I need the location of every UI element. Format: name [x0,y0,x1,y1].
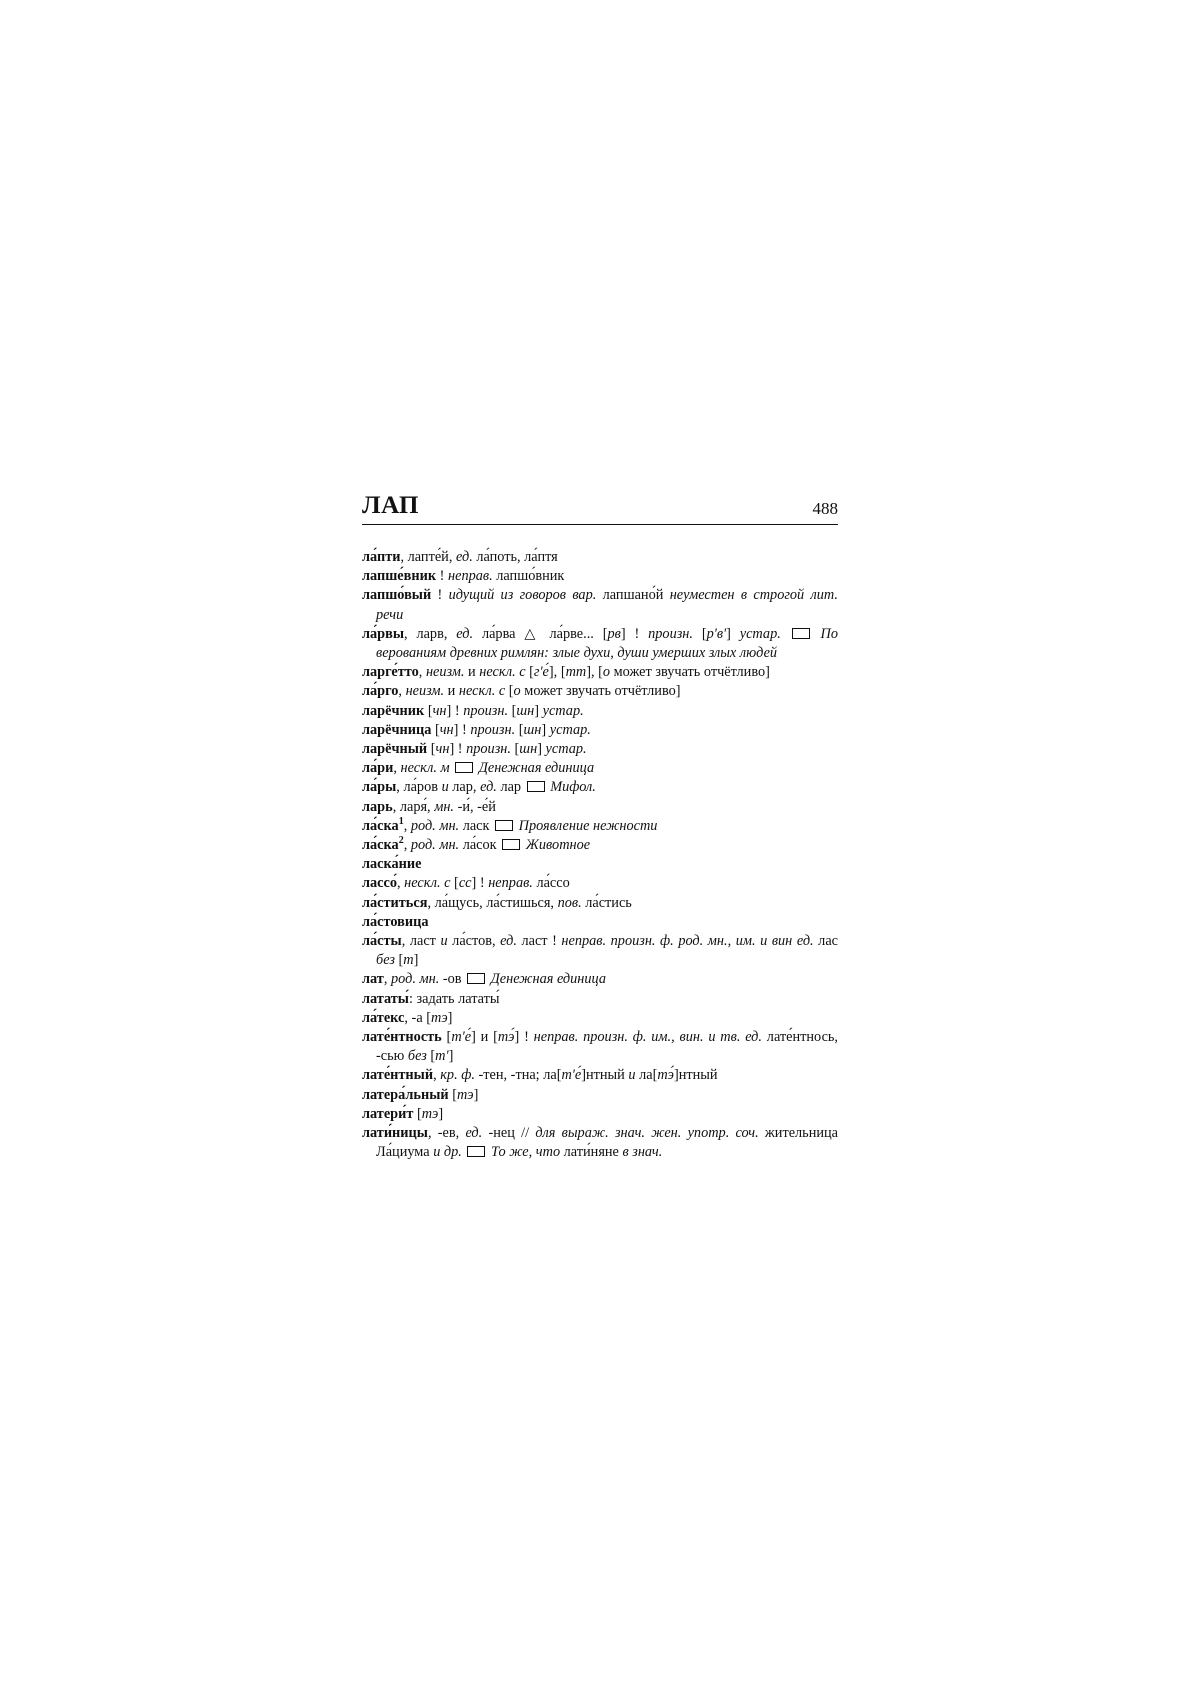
entry-text: , [403,817,411,834]
headword: лате́нтный [362,1067,434,1084]
pronunciation: т [403,952,414,969]
definition: То же, что [491,1144,561,1161]
usage-note: неправ. произн. ф. им., вин. и тв. ед. [533,1029,762,1046]
entry-text: ]нтный [581,1067,629,1084]
usage-note: произн. [648,625,693,642]
entry-text: [ [394,952,404,969]
pronunciation: т'е́ [561,1067,582,1084]
entry-text: ] [534,702,543,719]
grammar-mark: неизм. [405,683,445,700]
headword [362,818,404,834]
headword: ла́ститься [362,894,428,911]
dictionary-entry [362,759,838,778]
headword: лапше́вник [362,568,437,585]
grammar-mark: ед. [456,625,474,642]
entry-text: может звучать отчётливо] [610,664,770,681]
grammar-mark: род. мн. [410,837,460,854]
headword: лататы́ [362,990,409,1007]
headword: лат [362,971,384,988]
dictionary-entry [362,874,838,893]
entry-text: ла́стов, [447,933,501,950]
dictionary-entry [362,1105,838,1124]
definition: Животное [525,837,591,854]
entry-text: , [433,1067,441,1084]
grammar-mark: нескл. с [458,683,506,700]
entry-text: ] ! [471,875,489,892]
homonym-number: 1 [398,816,404,828]
headword: ларёчник [362,702,425,719]
grammar-mark: и [628,1067,636,1084]
dictionary-entry [362,1028,838,1066]
dictionary-entry [362,932,838,970]
headword: латера́льный [362,1086,449,1103]
dictionary-entry [362,817,838,836]
headword: ларге́тто [362,664,419,681]
pronunciation: чн [439,721,454,738]
grammar-mark: ед. [500,933,517,950]
dictionary-entry [362,1124,838,1162]
entry-text: [ [441,1029,452,1046]
dictionary-entries [362,548,838,1163]
entry-text: ] [541,721,550,738]
dictionary-entry [362,567,838,586]
definition-box-icon [467,973,485,984]
usage-note: произн. [463,702,509,719]
pronunciation: т'е́ [451,1029,472,1046]
entry-text: ла[ [635,1067,658,1084]
pronunciation: рв [607,625,621,642]
entry-text: ] [537,741,546,758]
grammar-mark: пов. [557,894,582,911]
dictionary-entry [362,740,838,759]
entry-text: и [444,683,459,700]
usage-note: произн. [466,741,511,758]
entry-text: ! [436,568,448,585]
entry-text: , ларя́, [392,798,435,815]
dictionary-entry [362,586,838,624]
dictionary-entry [362,682,838,701]
dictionary-entry [362,1009,838,1028]
pronunciation: тт [565,664,587,681]
dictionary-entry [362,913,838,932]
pronunciation: сс [458,875,472,892]
dictionary-entry [362,702,838,721]
headword: ла́пти [362,549,401,565]
pronunciation: о [602,664,611,681]
headword: ла́сты [362,933,402,950]
entry-text: ! [431,587,449,604]
dictionary-entry [362,798,838,817]
entry-text: [ [505,683,514,700]
definition-box-icon [502,839,520,850]
definition-box-icon [495,820,513,831]
entry-text: , ла́ров [396,779,442,796]
grammar-mark: ед. [455,549,473,565]
entry-text: жительница Ла́циума [376,1125,839,1161]
dictionary-entry [362,1086,838,1105]
grammar-mark: ед. [480,779,497,796]
dictionary-entry [362,1066,838,1085]
dictionary-entry [362,548,838,567]
entry-text: ] [473,1086,479,1103]
entry-text: -нец // [482,1125,536,1142]
entry-text: лас [813,933,839,950]
entry-text: , [383,971,391,988]
entry-text: ], [ [548,664,566,681]
entry-text: ] [447,1009,453,1026]
grammar-mark: и [440,933,448,950]
grammar-mark: нескл. с [479,664,526,681]
pronunciation: тэ [431,1009,448,1026]
entry-text: , [398,683,406,700]
grammar-mark: неизм. [425,664,465,681]
usage-note: без [407,1048,427,1065]
headword: ларёчный [362,741,428,758]
usage-note: неправ. произн. ф. род. мн., им. и вин ед. [561,933,814,950]
entry-text: , [418,664,426,681]
entry-text: , ласт [401,933,441,950]
entry-text: ласт ! [516,933,562,950]
entry-text: : задать лататы́ [408,990,500,1007]
entry-text: ] [438,1105,444,1122]
usage-note: произн. [470,721,516,738]
entry-text: ] и [ [471,1029,498,1046]
entry-text: ла́стись [581,894,632,911]
definition: в знач. [622,1144,663,1161]
entry-text: [ [508,702,517,719]
dictionary-entry [362,894,838,913]
entry-text: ] ! [453,721,471,738]
entry-text: [ [515,721,524,738]
entry-text: лапшо́вник [492,568,565,585]
usage-note: неуместен в строгой лит. речи [376,587,838,623]
headword: ла́стовица [362,913,429,930]
pronunciation: шн [516,702,535,719]
headword: лате́нтность [362,1029,442,1046]
grammar-mark: род. мн. [390,971,440,988]
entry-text: ] ! [514,1029,534,1046]
entry-text: , ла́щусь, ла́стишься, [427,894,558,911]
headword: ларь [362,798,393,815]
dictionary-entry [362,778,838,797]
entry-text: ла́поть, ла́птя [472,549,558,565]
entry-text: [ [525,664,534,681]
entry-text: ] [726,625,740,642]
entry-text: [ [450,875,459,892]
entry-text: ла́сок [459,837,501,854]
grammar-mark: и [441,779,449,796]
entry-text: [ [427,741,436,758]
grammar-mark: род. мн. [410,817,460,834]
entry-text: , [393,760,401,777]
headword: ла́ры [362,779,397,796]
headword: ла́рвы [362,625,405,642]
usage-note: устар. [542,702,584,719]
entry-text: , ларв, [404,625,457,642]
headword: лати́ницы [362,1125,428,1142]
dictionary-entry [362,625,838,663]
headword: ласка́ние [362,856,422,873]
definition: Денежная единица [478,760,595,777]
entry-text: лате́нтнось, -сью [376,1029,839,1065]
pronunciation: тэ́ [657,1067,674,1084]
entry-text: [ [692,625,707,642]
headword: ла́ри [362,760,394,777]
headword-text: ла́ска [362,837,399,854]
definition-box-icon [792,628,810,639]
entry-text: [ [431,721,440,738]
usage-note: неправ. [448,568,493,585]
entry-text: и [464,664,480,681]
grammar-mark: и др. [433,1144,462,1161]
entry-text: [ [510,741,520,758]
definition-box-icon [455,762,473,773]
headword: лассо́ [362,875,398,892]
usage-note: без [376,952,395,969]
definition-box-icon [467,1146,485,1157]
headword: ла́текс [362,1009,405,1026]
entry-text: ласк [459,817,494,834]
usage-note: устар. [739,625,781,642]
headword [362,837,404,853]
pronunciation: шн [519,741,538,758]
entry-text: , -ев, [427,1125,466,1142]
grammar-mark: ед. [465,1125,483,1142]
definition: Мифол. [550,779,596,796]
usage-note: устар. [549,721,591,738]
entry-text: -тен, -тна; ла[ [474,1067,562,1084]
entry-text: , лапте́й, [400,549,456,565]
grammar-mark: нескл. м [400,760,450,777]
running-head: ЛАП [362,492,420,519]
entry-text: лар [496,779,525,796]
pronunciation: шн [523,721,542,738]
definition: Денежная единица [490,971,607,988]
pronunciation: г'е́ [533,664,549,681]
entry-text: ] ! [449,741,467,758]
entry-text: ] ! [446,702,464,719]
usage-note: устар. [545,741,587,758]
headword: лапшо́вый [362,587,432,604]
entry-text: ], [ [586,664,603,681]
pronunciation: тэ [421,1105,439,1122]
pronunciation: о [513,683,521,700]
entry-text: ]нтный [674,1067,718,1084]
entry-text: , [397,875,405,892]
usage-note: неправ. [488,875,533,892]
dictionary-entry [362,721,838,740]
entry-text: ] [413,952,419,969]
dictionary-entry [362,990,838,1009]
entry-text: -ов [439,971,466,988]
definition: По верованиям древних римлян: злые духи, души умерших злых людей [376,625,839,662]
entry-text: ] ! [620,625,649,642]
entry-text: может звучать отчётливо] [520,683,681,700]
dictionary-entry [362,836,838,855]
pronunciation: тэ [456,1086,474,1103]
entry-text: ла́рва △ ла́рве... [ [473,625,608,642]
definition-box-icon [527,781,545,792]
dictionary-entry [362,855,838,874]
homonym-number: 2 [398,835,404,847]
page-number: 488 [812,499,838,518]
entry-text: лати́няне [560,1144,623,1161]
entry-text: [ [448,1086,457,1103]
headword: ларёчница [362,721,432,738]
pronunciation: чн [435,741,450,758]
entry-text: -и́, -е́й [454,798,496,815]
entry-text: лапшано́й [596,587,670,604]
entry-text: ] [448,1048,454,1065]
usage-note: идущий из говоров вар. [448,587,597,604]
usage-note: для выраж. знач. жен. употр. соч. [535,1125,759,1142]
pronunciation: чн [432,702,447,719]
dictionary-entry [362,970,838,989]
pronunciation: т' [435,1048,449,1065]
headword: латери́т [362,1105,414,1122]
headword-text: ла́ска [362,817,399,834]
entry-text: ла́ссо [532,875,570,892]
grammar-mark: мн. [434,798,454,815]
grammar-mark: нескл. с [404,875,451,892]
page-header [362,492,838,525]
grammar-mark: кр. ф. [440,1067,475,1084]
dictionary-entry [362,663,838,682]
entry-text: , [403,837,411,854]
entry-text: [ [424,702,433,719]
headword: ла́рго [362,683,399,700]
definition: Проявление нежности [518,817,658,834]
pronunciation: р'в' [706,625,727,642]
entry-text: , -а [ [404,1009,431,1026]
pronunciation: тэ́ [497,1029,515,1046]
entry-text: лар, [448,779,481,796]
entry-text: [ [426,1048,436,1065]
entry-text: [ [413,1105,422,1122]
